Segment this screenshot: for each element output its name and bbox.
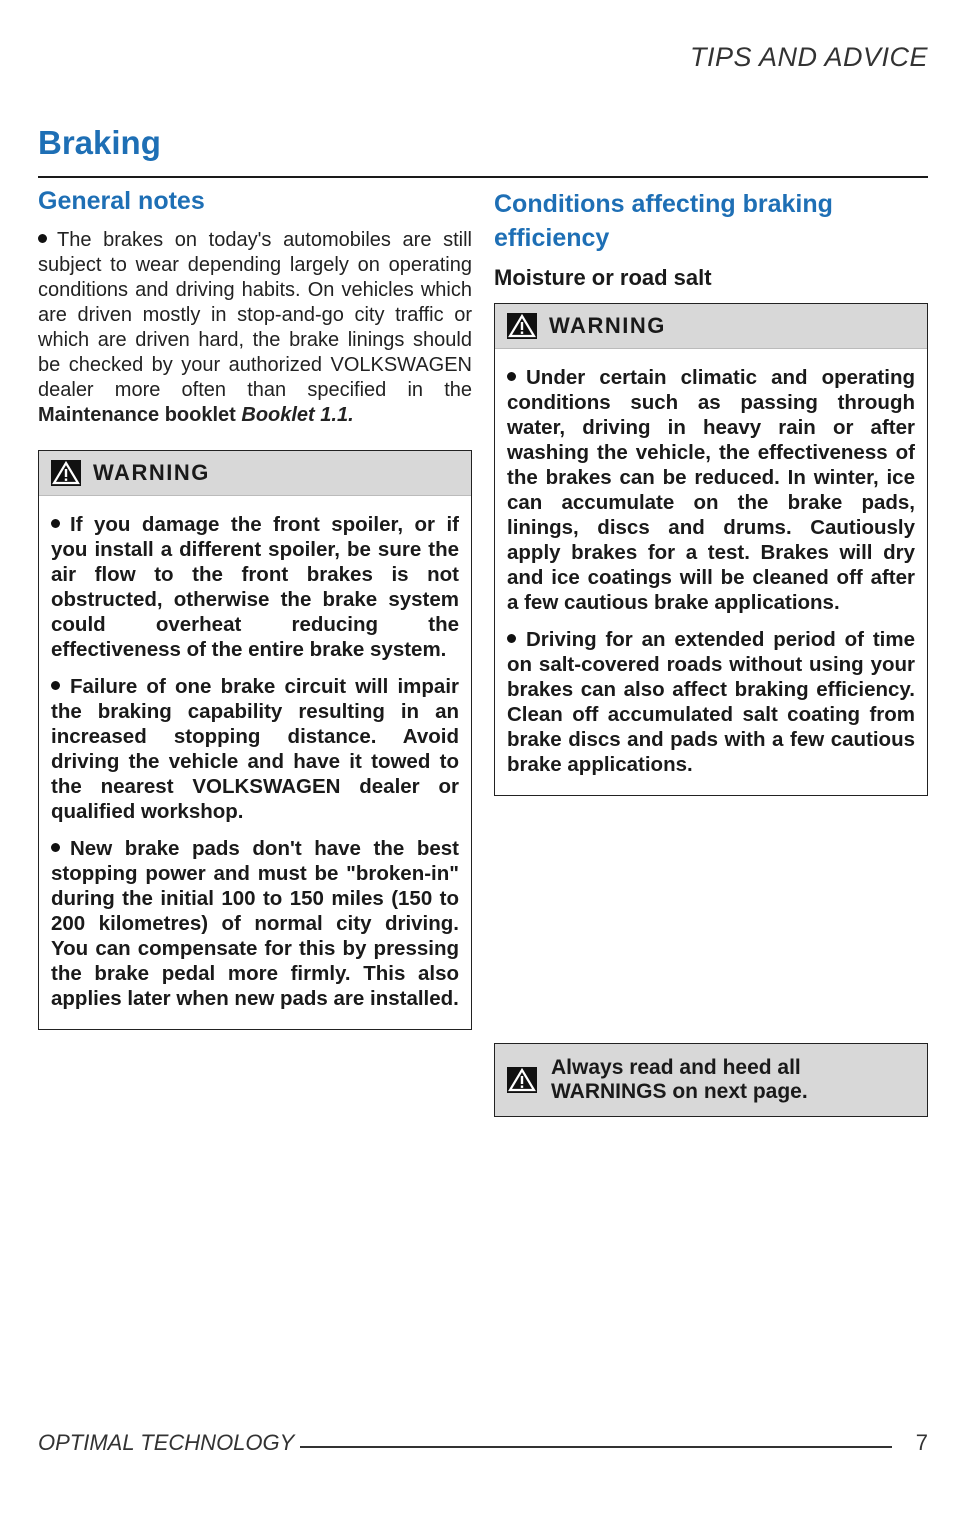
warning-item: New brake pads don't have the best stopping power and must be "broken-in" during the initial 100 to 150 miles (150 to 200 kilometres) of normal city driving. You can compensate for this by pressing the brake pedal more firmly. This also applies later when new pads are installed.	[51, 837, 459, 1010]
footer-divider	[300, 1446, 892, 1448]
maintenance-booklet-ref: Maintenance booklet	[38, 404, 236, 426]
warning-item: Under certain climatic and operating conditions such as passing through water, driving in heavy rain or after washing the vehicle, the effectiveness of the brakes can be reduced. In winter, ice can accumulate on the brake pads, linings, discs and drums. Cautiously apply brakes for a test. Brakes will dry and ice coatings will be cleaned off after a few cautious brake applications.	[507, 366, 915, 614]
running-header: TIPS AND ADVICE	[689, 42, 928, 72]
warning-box-left	[38, 450, 472, 1030]
warning-label: WARNING	[93, 460, 210, 485]
warning-box-right	[494, 303, 928, 796]
warning-triangle-icon	[51, 460, 81, 486]
right-column	[494, 185, 928, 796]
warning-header	[495, 304, 927, 349]
general-notes-text: The brakes on today's automobiles are still subject to wear depending largely on operating conditions and driving habits. On vehicles which are driven mostly in stop-and-go city traffic or which are driven hard, the brake linings should be checked by your authorized VOLKSWAGEN dealer more often than specified in the	[38, 229, 472, 401]
notice-line-2: WARNINGS on next page.	[551, 1080, 808, 1103]
moisture-heading: Moisture or road salt	[494, 265, 712, 290]
warning-triangle-icon	[507, 1067, 537, 1093]
header-divider	[38, 176, 928, 178]
general-notes-heading: General notes	[38, 187, 205, 215]
warning-item: Failure of one brake circuit will impair the braking capability resulting in an increased stopping distance. Avoid driving the vehicle and have it towed to the nearest VOLKSWAGEN dealer or qualified workshop.	[51, 675, 459, 823]
general-notes-paragraph	[38, 228, 472, 428]
notice-text	[551, 1056, 808, 1104]
notice-line-1: Always read and heed all	[551, 1056, 801, 1079]
warning-label: WARNING	[549, 313, 666, 338]
warning-item: Driving for an extended period of time on salt-covered roads without using your brakes can also affect braking efficiency. Clean off accumulated salt coating from brake discs and pads with a few cautious brake applications.	[507, 628, 915, 776]
warning-header	[39, 451, 471, 496]
section-title: Braking	[38, 124, 161, 161]
warning-item: If you damage the front spoiler, or if you install a different spoiler, be sure the air flow to the front brakes is not obstructed, otherwise the brake system could overheat reducing the effectiveness of the entire brake system.	[51, 513, 459, 661]
conditions-heading: Conditions affecting braking efficiency	[494, 190, 833, 252]
read-warnings-notice	[494, 1043, 928, 1117]
warning-triangle-icon	[507, 313, 537, 339]
page-number: 7	[915, 1430, 928, 1455]
footer-section-name: OPTIMAL TECHNOLOGY	[38, 1430, 295, 1455]
left-column	[38, 185, 472, 1030]
booklet-ref: Booklet 1.1.	[241, 404, 354, 426]
